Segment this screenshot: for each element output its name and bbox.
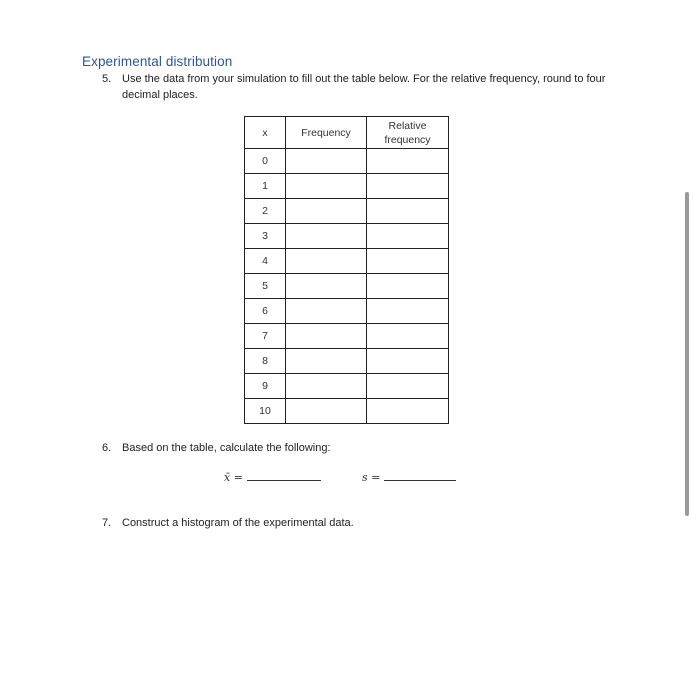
table-row (245, 149, 449, 174)
table-row (245, 174, 449, 199)
frequency-cell[interactable] (286, 299, 367, 324)
table-row (245, 224, 449, 249)
frequency-cell[interactable] (286, 199, 367, 224)
question-5-number: 5. (102, 73, 112, 85)
mean-answer-blank[interactable] (247, 470, 321, 481)
mean-label: x̄ = (224, 471, 243, 484)
row-x-value: 10 (245, 399, 286, 424)
row-x-value: 8 (245, 349, 286, 374)
relative-frequency-cell[interactable] (367, 224, 449, 249)
relative-frequency-cell[interactable] (367, 349, 449, 374)
row-x-value: 9 (245, 374, 286, 399)
std-dev-answer-blank[interactable] (384, 470, 456, 481)
frequency-table (244, 116, 449, 424)
frequency-cell[interactable] (286, 374, 367, 399)
question-7-number: 7. (102, 517, 112, 529)
table-row (245, 399, 449, 424)
row-x-value: 2 (245, 199, 286, 224)
row-x-value: 4 (245, 249, 286, 274)
section-heading: Experimental distribution (82, 54, 233, 69)
question-6-number: 6. (102, 442, 112, 454)
relative-frequency-cell[interactable] (367, 249, 449, 274)
question-6 (102, 440, 502, 456)
question-7-text: Construct a histogram of the experimental data. (122, 517, 354, 529)
table-row (245, 249, 449, 274)
table-row (245, 274, 449, 299)
header-relative-frequency: Relative frequency (367, 117, 449, 149)
row-x-value: 1 (245, 174, 286, 199)
table-row (245, 324, 449, 349)
row-x-value: 3 (245, 224, 286, 249)
frequency-cell[interactable] (286, 224, 367, 249)
frequency-cell[interactable] (286, 274, 367, 299)
row-x-value: 5 (245, 274, 286, 299)
frequency-cell[interactable] (286, 149, 367, 174)
relative-frequency-cell[interactable] (367, 374, 449, 399)
question-6-text: Based on the table, calculate the following: (122, 442, 331, 454)
question-5 (102, 71, 622, 103)
relative-frequency-cell[interactable] (367, 149, 449, 174)
relative-frequency-cell[interactable] (367, 324, 449, 349)
std-dev-label: s = (362, 471, 381, 484)
frequency-cell[interactable] (286, 399, 367, 424)
mean-formula (224, 470, 321, 484)
question-5-text: Use the data from your simulation to fill out the table below. For the relative frequency, round to four decimal places. (122, 73, 606, 101)
question-7 (102, 515, 502, 531)
header-x: x (245, 117, 286, 149)
frequency-cell[interactable] (286, 349, 367, 374)
relative-frequency-cell[interactable] (367, 174, 449, 199)
table-row (245, 349, 449, 374)
frequency-cell[interactable] (286, 174, 367, 199)
relative-frequency-cell[interactable] (367, 199, 449, 224)
frequency-cell[interactable] (286, 324, 367, 349)
table-header-row (245, 117, 449, 149)
vertical-scrollbar[interactable] (685, 192, 689, 516)
row-x-value: 7 (245, 324, 286, 349)
table-row (245, 199, 449, 224)
relative-frequency-cell[interactable] (367, 399, 449, 424)
relative-frequency-cell[interactable] (367, 274, 449, 299)
table-row (245, 374, 449, 399)
table-row (245, 299, 449, 324)
row-x-value: 6 (245, 299, 286, 324)
std-dev-formula (362, 470, 456, 484)
relative-frequency-cell[interactable] (367, 299, 449, 324)
row-x-value: 0 (245, 149, 286, 174)
frequency-cell[interactable] (286, 249, 367, 274)
header-frequency: Frequency (286, 117, 367, 149)
